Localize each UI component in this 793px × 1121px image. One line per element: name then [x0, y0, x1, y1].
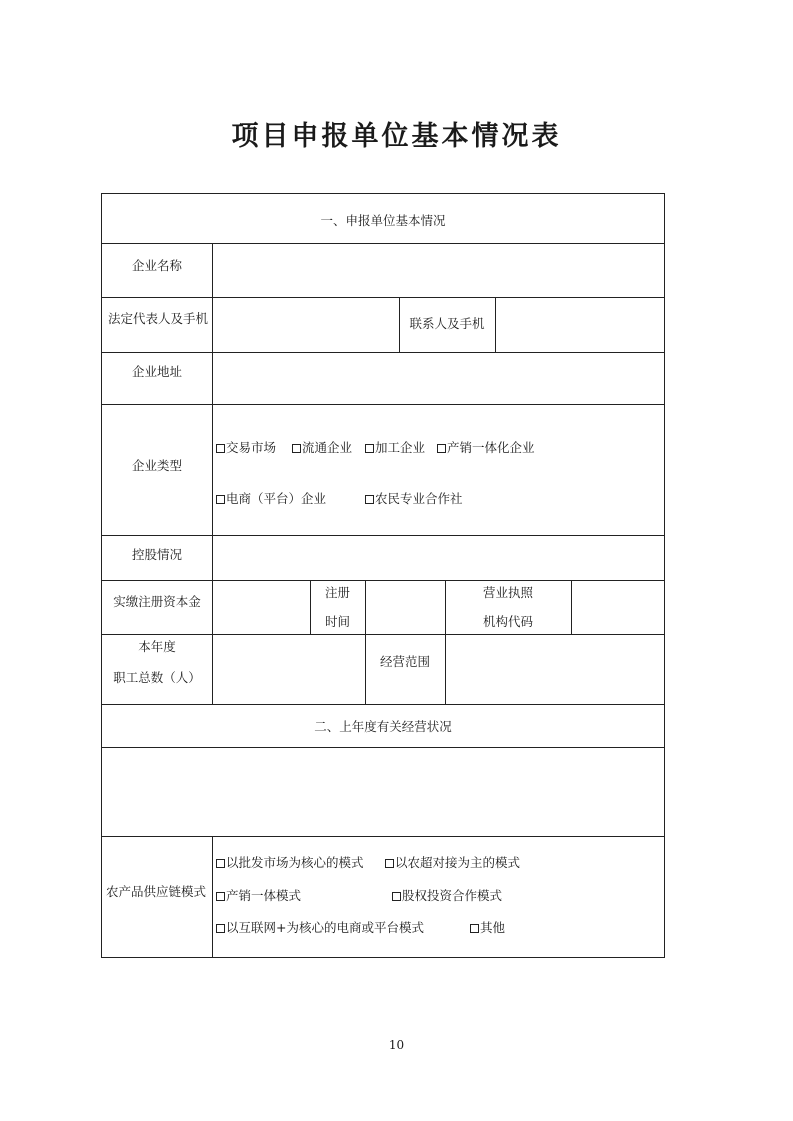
option-production-sales[interactable]: 产销一体模式: [216, 886, 301, 904]
column-divider: [571, 580, 572, 634]
section-heading: 一、申报单位基本情况: [320, 213, 446, 228]
row-divider: [102, 747, 664, 748]
checkbox-icon[interactable]: [216, 859, 225, 868]
row-divider: [102, 836, 664, 837]
checkbox-icon[interactable]: [292, 444, 301, 453]
company-type-label: 企业类型: [131, 458, 182, 473]
row-divider: [102, 243, 664, 244]
section-heading: 二、上年度有关经营状况: [314, 719, 452, 734]
checkbox-icon[interactable]: [216, 924, 225, 933]
option-internet-platform[interactable]: 以互联网+为核心的电商或平台模式: [216, 918, 424, 936]
license-label-2: 机构代码: [482, 614, 533, 629]
checkbox-icon[interactable]: [392, 892, 401, 901]
option-farm-supermarket[interactable]: 以农超对接为主的模式: [385, 853, 520, 871]
application-form-table: [101, 193, 665, 958]
checkbox-icon[interactable]: [216, 444, 225, 453]
row-divider: [102, 704, 664, 705]
column-divider: [495, 297, 496, 352]
legal-rep-label: 法定代表人及手机: [108, 311, 209, 326]
option-integrated[interactable]: 产销一体化企业: [437, 438, 535, 456]
contact-label: 联系人及手机: [409, 316, 485, 331]
option-cooperative[interactable]: 农民专业合作社: [365, 489, 463, 507]
registered-capital-label: 实缴注册资本金: [113, 594, 201, 609]
reg-time-label-1: 注册: [324, 585, 350, 600]
supply-chain-label: 农产品供应链模式: [106, 884, 207, 899]
column-divider: [212, 243, 213, 705]
row-divider: [102, 352, 664, 353]
checkbox-icon[interactable]: [216, 892, 225, 901]
employees-label-1: 本年度: [138, 639, 176, 654]
row-divider: [102, 404, 664, 405]
checkbox-icon[interactable]: [385, 859, 394, 868]
option-other[interactable]: 其他: [470, 918, 505, 936]
option-wholesale-market[interactable]: 以批发市场为核心的模式: [216, 853, 364, 871]
row-divider: [102, 535, 664, 536]
address-label: 企业地址: [131, 364, 182, 379]
row-divider: [102, 297, 664, 298]
checkbox-icon[interactable]: [365, 495, 374, 504]
column-divider: [365, 580, 366, 704]
row-divider: [102, 634, 664, 635]
employees-label-2: 职工总数（人）: [113, 670, 201, 685]
column-divider: [212, 836, 213, 958]
checkbox-icon[interactable]: [437, 444, 446, 453]
business-scope-label: 经营范围: [379, 654, 430, 669]
checkbox-icon[interactable]: [470, 924, 479, 933]
option-ecommerce[interactable]: 电商（平台）企业: [216, 489, 326, 507]
option-distribution[interactable]: 流通企业: [292, 438, 352, 456]
license-label-1: 营业执照: [482, 585, 533, 600]
page-number: 10: [388, 1038, 405, 1052]
company-name-label: 企业名称: [131, 258, 182, 273]
option-processing[interactable]: 加工企业: [365, 438, 425, 456]
holding-label: 控股情况: [131, 547, 182, 562]
checkbox-icon[interactable]: [365, 444, 374, 453]
option-equity-investment[interactable]: 股权投资合作模式: [392, 886, 502, 904]
row-divider: [102, 580, 664, 581]
page-title: 项目申报单位基本情况表: [231, 121, 562, 152]
option-trading-market[interactable]: 交易市场: [216, 438, 276, 456]
reg-time-label-2: 时间: [324, 614, 350, 629]
checkbox-icon[interactable]: [216, 495, 225, 504]
